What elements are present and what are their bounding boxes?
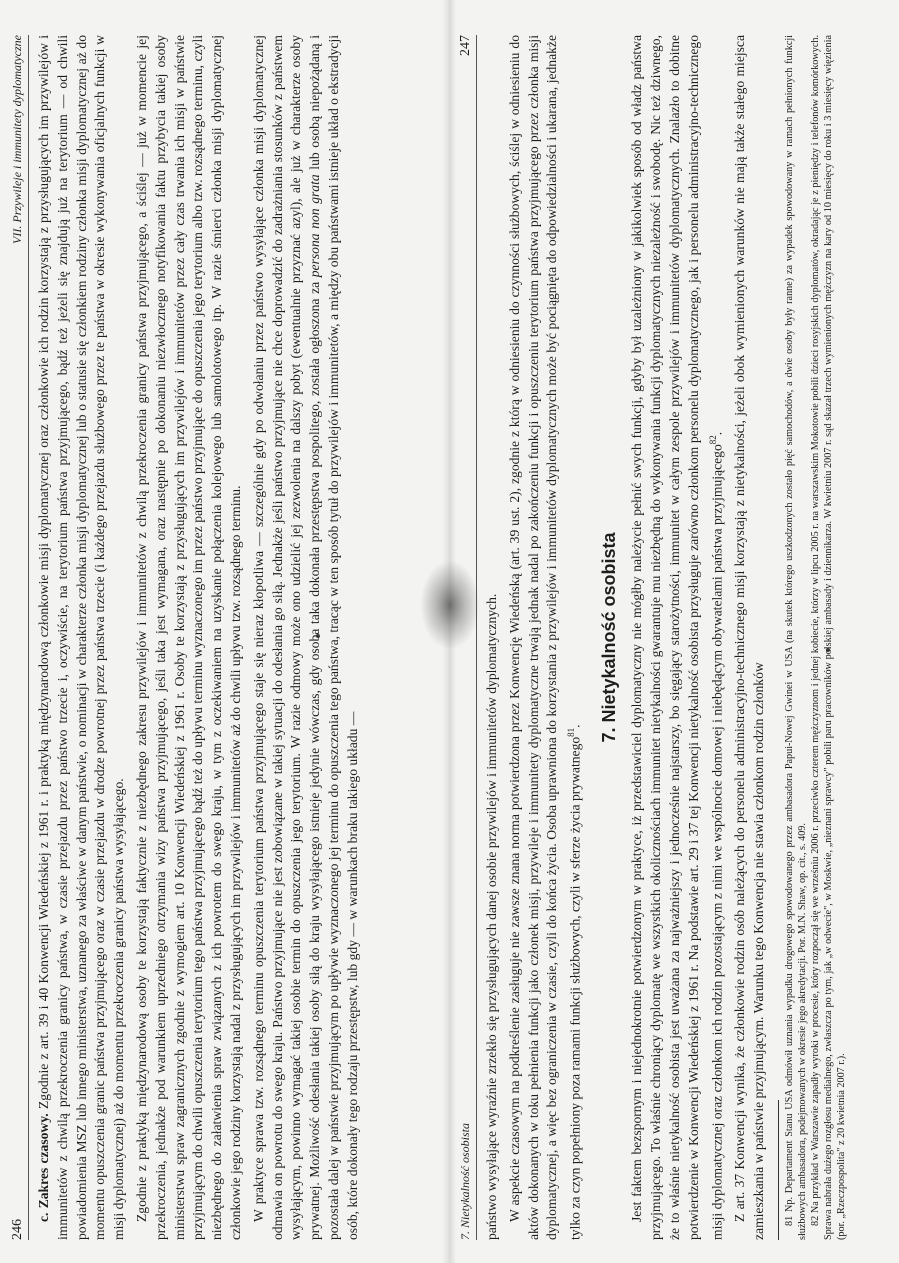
right-paragraph-1: W aspekcie czasowym na podkreślenie zasługuje nie zawsze znana norma potwierdzona przez Konwencję Wiedeńską (art. 39 ust. 2), zgodnie z którą w odniesieniu do czynności służbowych, ściślej w odniesieniu do aktów dokonanych w toku pełnienia funkcji jako członek misji, przywileje i immunitety dyplomatyczne trwają jednak nadal po zakończeniu funkcji i opuszczeniu terytorium państwa przyjmującego przez członka misji dyplomatycznej, a więc bez ograniczenia w czasie, czyli do końca życia. Osoba uprawniona do korzystania z przywilejów i immunitetów dyplomatycznych może być pociągnięta do odpowiedzialności i ukarana, jednakże tylko za czyn popełniony poza ramami funkcji służbowych, czyli w sferze życia prywatnego$^{81}$. xyxy=(506,35,583,1240)
section-lead: c. Zakres czasowy. xyxy=(36,1113,51,1222)
footnote-ref: 82 xyxy=(707,435,718,445)
left-paragraph-3: W praktyce sprawa tzw. rozsądnego terminu opuszczenia terytorium państwa przyjmującego staje się nieraz kłopotliwa — szczególnie gdy po odwołaniu przez państwo wysyłające członka misji dyplomatycznej odmawia on powrotu do swego kraju. Państwo przyjmujące nie jest zobowiązane w takiej sytuacji do odesłania go siłą. Jednakże jeśli państwo przyjmujące nie chce doprowadzić do zadrażniania stosunków z państwem wysyłającym, powinno wymagać takiej osobie termin do opuszczenia jego terytorium. W razie odmowy może ono udzielić jej zezwolenia na dalszy pobyt (ewentualnie przyznać azyl), ale już w charakterze osoby prywatnej. Możliwość odesłania takiej osoby siłą do kraju wysyłającego istnieje jedynie wówczas, gdy osoba taka dokonała przestępstwa pospolitego, została ogłoszona za persona non grata lub osobą niepożądaną i pozostała dalej w państwie przyjmującym po upływie wyznaczonego jej terminu do opuszczenia tego państwa, tracąc w ten sposób tytuł do przywilejów i immunitetów, a między obu państwami istnieje układ o ekstradycji osób, które dokonały tego rodzaju przestępstw, lub gdy — w warunkach braku takiego układu — xyxy=(250,35,360,1240)
section-heading: 7. Nietykalność osobista xyxy=(598,532,619,743)
left-paragraph-2: Zgodnie z praktyką międzynarodową osoby te korzystają faktycznie z niezbędnego zakresu przywilejów i immunitetów z chwilą przekroczenia granicy państwa przyjmującego, a ściślej — już w momencie jej przekroczenia, jednakże pod warunkiem uprzedniego otrzymania wizy państwa przyjmującego, jeśli taka jest wymagana, oraz następnie po dokonaniu niezwłocznego notyfikowania faktu przybycia takiej osoby ministerstwu spraw zagranicznych zgodnie z wymogiem art. 10 Konwencji Wiedeńskiej z 1961 r. Osoby te korzystają z przysługujących im przywilejów i immunitetów przez cały czas trwania ich misji w państwie przyjmującym do chwili opuszczenia terytorium tego państwa przyjmującego bądź też do upływu terminu wyznaczonego im przez państwo przyjmujące do opuszczenia jego terytorium albo tzw. rozsądnego terminu, czyli niezbędnego do załatwienia spraw związanych z ich powrotem do swego kraju, w tym z oczekiwaniem na uzyskanie połączenia kolejowego lub samolotowego itp. W razie śmierci członka misji dyplomatycznej członkowie jego rodziny korzystają nadal z przysługujących im przywilejów i immunitetów aż do chwili upływu tzw. rozsądnego terminu. xyxy=(133,35,243,1240)
left-folio: 246 xyxy=(10,1219,25,1240)
left-running-head xyxy=(8,35,29,1240)
right-page xyxy=(456,35,886,1240)
right-paragraph-2: Jest faktem bezspornym i niejednokrotnie potwierdzonym w praktyce, iż przedstawiciel dyplomatyczny nie mógłby należycie pełnić swych funkcji, gdyby był uzależniony w jakikolwiek sposób od władz państwa przyjmującego. To właśnie chroniący dyplomatę we wszystkich okolicznościach immunitet nietykalności gwarantuje mu niezbędną do wykonywania funkcji dyplomatycznych niezależność i swobodę. Nic też dziwnego, że to właśnie nietykalność osobista jest uważana za najważniejszy i jednocześnie najstarszy, bo sięgający starożytności, immunitet w całym zespole przywilejów i immunitetów dyplomatycznych. Znalazło to dobitne potwierdzenie w Konwencji Wiedeńskiej z 1961 r. Na podstawie art. 29 i 37 tej Konwencji nietykalność osobista przysługuje zarówno członkom personelu dyplomatycznego, jak i personelu administracyjno-technicznego misji dyplomatycznej oraz członkom ich rodzin pozostającym z nimi we wspólnocie domowej i niebędącym obywatelami państwa przyjmującego$^{82}$. xyxy=(629,35,725,1240)
left-body xyxy=(35,35,363,1240)
left-running-title: VII. Przywileje i immunitety dyplomatyczne xyxy=(10,35,24,244)
right-running-head xyxy=(456,35,477,1240)
right-paragraph-0: państwo wysyłające wyraźnie zrzekło się przysługujących danej osobie przywilejów i immunitetów dyplomatycznych. xyxy=(484,593,499,1240)
footnote-separator xyxy=(778,1100,779,1240)
footnote-81: 81 Np. Departament Stanu USA odmówił uznania wypadku drogowego spowodowanego przez ambasadora Papui-Nowej Gwinei w USA (na skutek którego uszkodzonych zostało pięć samochodów, a dwie osoby były ranne) za wypadek spowodowany w ramach pełnionych funkcji służbowych ambasadora, podejmowanych w okresie jego akredytacji. Por. M.N. Shaw, op. cit., s. 409. xyxy=(784,35,809,1240)
left-paragraph-1: c. Zakres czasowy. Zgodnie z art. 39 i 40 Konwencji Wiedeńskiej z 1961 r. i praktyką międzynarodową członkowie misji dyplomatycznej oraz członkowie ich rodzin korzystają z przysługujących im przywilejów i immunitetów z chwilą przekroczenia granicy państwa, w czasie przejazdu przez państwo trzecie i, oczywiście, na terytorium państwa przyjmującego, bądź też jeżeli się znajdują już na terytorium — od chwili powiadomienia MSZ lub innego ministerstwa, uznanego za właściwe w danym państwie, o nominacji w charakterze członka misji dyplomatycznej lub o statusie się członkiem rodziny członka misji dyplomatycznej aż do momentu opuszczenia granic państwa przyjmującego oraz w czasie przejazdu w drodze powrotnej przez państwa trzecie (i każdego przejazdu służbowego przez te państwa w okresie wykonywania oficjalnych funkcji w misji dyplomatycznej) aż do momentu przekroczenia granicy państwa wysyłającego. xyxy=(36,35,127,1240)
right-folio: 247 xyxy=(458,35,473,56)
footnote-82: 82 Na przykład w Warszawie zapadły wyroki w procesie, który rozpoczął się we wrześniu 2006 r. przeciwko czterem mężczyznom i jednej kobiecie, którzy w lipcu 2005 r. na warszawskim Mokotowie pobili dzieci rosyjskich dyplomatów, okradając je z pieniędzy i telefonów komórkowych. Sprawa nabrała dużego rozgłosu medialnego, zwłaszcza po tym, jak „w odwecie", w Moskwie, „nieznani sprawcy" pobili paru pracowników polskiej ambasady i dziennikarza. W kwietniu 2007 r. sąd skazał trzech wymienionych mężczyzn na kary od 10 miesięcy do roku i 3 miesięcy więzienia (por. „Rzeczpospolita" z 20 kwietnia 2007 r.). xyxy=(810,35,848,1240)
footnote-ref: 81 xyxy=(566,727,577,737)
left-page xyxy=(8,35,433,1240)
right-body xyxy=(483,35,848,1240)
right-running-title: 7. Nietykalność osobista xyxy=(458,1123,472,1240)
right-paragraph-3: Z art. 37 Konwencji wynika, że członkowie rodzin osób należących do personelu administracyjno-technicznego misji korzystają z nietykalności, jeżeli obok wymienionych warunków nie mają także stałego miejsca zamieszkania w państwie przyjmującym. Warunku tego Konwencja nie stawia członkom rodzin członków xyxy=(731,35,766,1240)
